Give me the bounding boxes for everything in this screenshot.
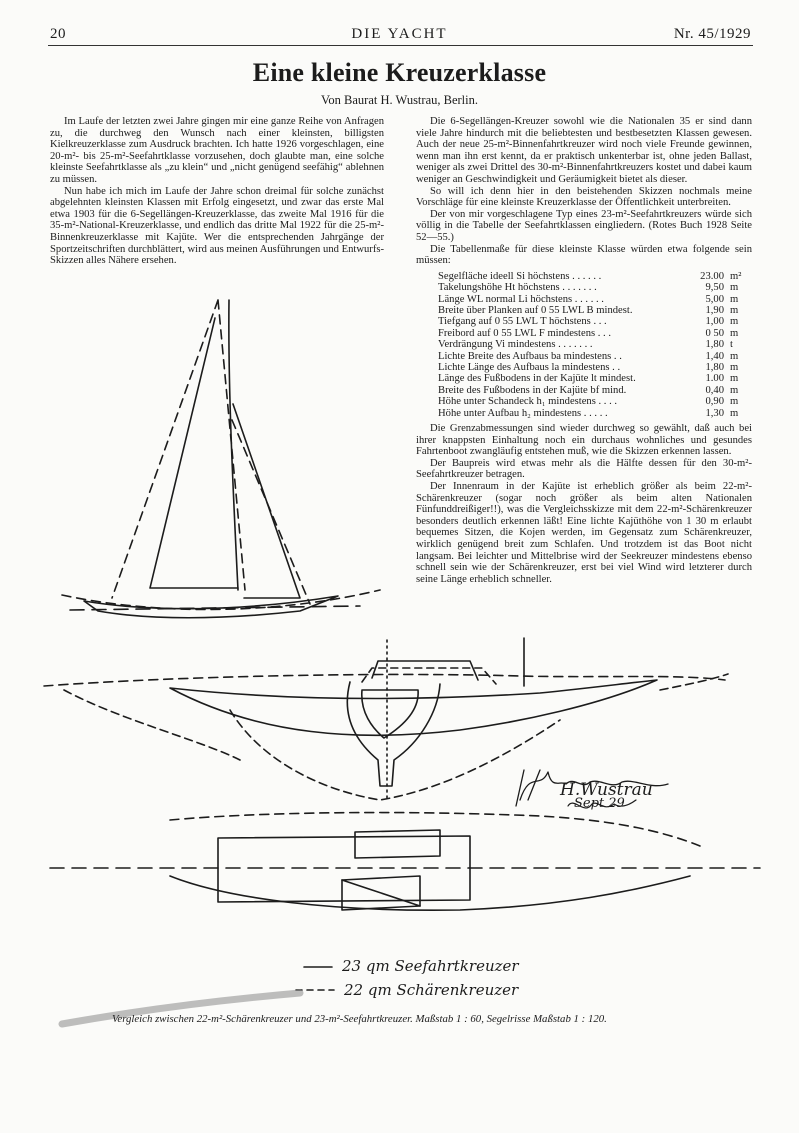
cabin-top (372, 661, 478, 680)
dimension-label: Breite über Planken auf 0 55 LWL B mindest. (438, 304, 633, 316)
bow-dashed (64, 690, 240, 760)
hull-dashed (62, 590, 380, 609)
dimension-unit: m (730, 282, 739, 294)
right-paragraph-5: Die Grenzabmessungen sind wieder durchweg so gewählt, daß auch bei ihrer knappsten Einhaltung noch ein durchaus wohnliches und gesundes Fahrtenboot zwangläufig entstehen muß, wie die Skizzen erkennen lassen. (416, 423, 752, 458)
dimension-value: 1,30 (705, 407, 724, 419)
dimension-label: Tiefgang auf 0 55 LWL T höchstens . . . (438, 316, 607, 328)
dimension-label: Freibord auf 0 55 LWL F mindestens . . . (438, 327, 612, 339)
page-number: 20 (50, 26, 66, 42)
dimension-unit: m (730, 327, 739, 339)
article-title: Eine kleine Kreuzerklasse (252, 58, 547, 87)
dimension-label: Länge des Fußbodens in der Kajüte lt mindest. (438, 373, 636, 385)
deck-solid (170, 876, 690, 910)
right-paragraph-4: Die Tabellenmaße für diese kleinste Klasse würden etwa folgende sein müssen: (416, 243, 752, 267)
signature-text: H.Wustrau (560, 780, 653, 800)
figure-caption: Vergleich zwischen 22-m²-Schärenkreuzer und 23-m²-Seefahrtkreuzer. Maßstab 1 : 60, Segelrisse Maßstab 1 : 120. (112, 1013, 607, 1025)
dimension-unit: m (730, 396, 739, 408)
legend-dashed-label: 22 qm Schärenkreuzer (344, 981, 519, 999)
cockpit-outline (355, 830, 440, 858)
journal-title: DIE YACHT (351, 26, 448, 42)
inner-section (362, 690, 418, 738)
berth-diagonal (342, 880, 420, 906)
cabin-outline (218, 836, 470, 902)
dimension-unit: m (730, 316, 739, 328)
mast (229, 300, 238, 590)
dimension-value: 9,50 (705, 282, 724, 294)
stern-dashed (660, 674, 728, 690)
dimension-value: 5,00 (705, 293, 724, 305)
deck-dashed (170, 813, 700, 846)
hull-profile-solid (170, 680, 657, 735)
left-paragraph-2: Nun habe ich mich im Laufe der Jahre schon dreimal für solche zunächst abgelehnten kleinsten Klassen mit Erfolg eingesetzt, und zwar das erste Mal etwa 1903 für die 6-Segellängen-Kreuzerklasse, das zweite Mal 1916 für die 35-m²-National-Kreuzerklasse, und endlich das dritte Mal 1922 für die 25-m²-Binnenkreuzerklasse mit Kajüte. Wer die entsprechenden Jahrgänge der Sportzeitschriften durchblättert, wird aus meinen Ausführungen und Entwurfs-Skizzen alles Nähere ersehen. (50, 185, 384, 267)
dimension-unit: m² (730, 270, 742, 282)
dimension-value: 0,90 (705, 396, 724, 408)
dimension-label: Höhe unter Schandeck h₁ mindestens . . . . (438, 396, 618, 408)
dimension-unit: m (730, 407, 739, 419)
hull-profile-sketch (44, 638, 728, 800)
dimension-value: 1,90 (705, 304, 724, 316)
dimension-value: 0 50 (705, 327, 724, 339)
legend (296, 967, 334, 990)
right-paragraph-1: Die 6-Segellängen-Kreuzer sowohl wie die Nationalen 35 er sind dann viele Jahre hindurch mit die beliebtesten und bestbesetzten Klassen gewesen. Auch der neue 25-m²-Binnenfahrtkreuzer wird noch viele Freunde gewinnen, wenn man ihn erst kennt, da er praktisch unkenterbar ist, ohne jeden Ballast, weniger als zwei Drittel des 30-m²-Binnenfahrtkreuzers kostet und dabei kaum weniger an Geschwindigkeit und Geräumigkeit bietet als dieser. (416, 116, 752, 185)
right-paragraph-3: Der von mir vorgeschlagene Typ eines 23-m²-Seefahrtkreuzers würde sich völlig in die Tabelle der Seefahrtklassen eingliedern. (Rotes Buch 1928 Seite 52—55.) (416, 208, 752, 243)
dimension-value: 1.00 (705, 373, 724, 385)
signature-date: Sept 29 (574, 796, 625, 811)
dimension-value: 23.00 (700, 270, 724, 282)
dimension-label: Takelungshöhe Ht höchstens . . . . . . . (438, 282, 597, 294)
right-paragraph-2: So will ich denn hier in den beistehenden Skizzen nochmals meine Vorschläge für eine kleinste Kreuzerklasse der Öffentlichkeit unterbreiten. (416, 185, 752, 209)
dimension-label: Länge WL normal Li höchstens . . . . . . (438, 293, 604, 305)
right-paragraph-6: Der Baupreis wird etwas mehr als die Hälfte dessen für den 30-m²-Seefahrtkreuzer betragen. (416, 457, 752, 481)
mainsail-dashed (112, 300, 245, 598)
deck-plan-sketch (50, 813, 760, 911)
issue-number: Nr. 45/1929 (673, 26, 751, 42)
dimension-value: 1,00 (705, 316, 724, 328)
dimension-unit: t (730, 339, 733, 351)
left-paragraph-1: Im Laufe der letzten zwei Jahre gingen mir eine ganze Reihe von Anfragen zu, die durchweg den Wunsch nach einer kleinsten, billigsten Kielkreuzerklasse zum Ausdruck brachten. Ich hatte 1926 vorgeschlagen, eine 20-m²- bis 25-m²-Seefahrtklasse vorzusehen, doch glaubte man, eine solche kleinste Seefahrtklasse als „zu klein“ und „nicht genügend seefähig“ ablehnen zu müssen. (50, 116, 384, 185)
dimension-value: 0,40 (705, 384, 724, 396)
dimension-label: Breite des Fußbodens in der Kajüte bf mind. (438, 384, 627, 396)
dimension-unit: m (730, 304, 739, 316)
dimension-value: 1,80 (705, 361, 724, 373)
article-byline: Von Baurat H. Wustrau, Berlin. (320, 93, 478, 107)
keel-dashed (230, 710, 560, 800)
dimension-unit: m (730, 373, 739, 385)
dimension-label: Verdrängung Vi mindestens . . . . . . . (438, 339, 593, 351)
legend-solid-label: 23 qm Seefahrtkreuzer (342, 957, 519, 975)
dimension-label: Segelfläche ideell Si höchstens . . . . . . (438, 270, 602, 282)
dimension-unit: m (730, 350, 739, 362)
dimension-unit: m (730, 384, 739, 396)
dimension-unit: m (730, 293, 739, 305)
right-paragraph-7: Der Innenraum in der Kajüte ist erheblich größer als beim 22-m²-Schärenkreuzer (sogar noch größer als beim alten Nationalen Fünfunddreißiger!!), was die Vergleichsskizze mit dem 22-m²-Schärenkreuzer besonders deutlich erkennen läßt! Eine lichte Kajüthöhe von 1 30 m erlaubt bequemes Sitzen, die Kojen werden, im Gegensatz zum Schärenkreuzer, wirklich genügend breit zum Schlafen. Und trotzdem ist das Boot nicht langsam. Bei leichter und Mittelbrise wird der Seekreuzer mindestens ebenso schnell sein wie der Schärenkreuzer, erst bei viel Wind wird letzterer durch seine Länge erheblich schneller. (416, 480, 752, 585)
dimension-label: Lichte Länge des Aufbaus la mindestens . . (438, 361, 621, 373)
dimension-value: 1,40 (705, 350, 724, 362)
dimension-unit: m (730, 361, 739, 373)
mainsail-solid (150, 318, 238, 588)
sail-plan-sketch (62, 300, 380, 618)
dimension-label: Lichte Breite des Aufbaus ba mindestens . . (438, 350, 622, 362)
dimension-value: 1,80 (705, 339, 724, 351)
dimension-label: Höhe unter Aufbau h₂ mindestens . . . . . (438, 407, 608, 419)
